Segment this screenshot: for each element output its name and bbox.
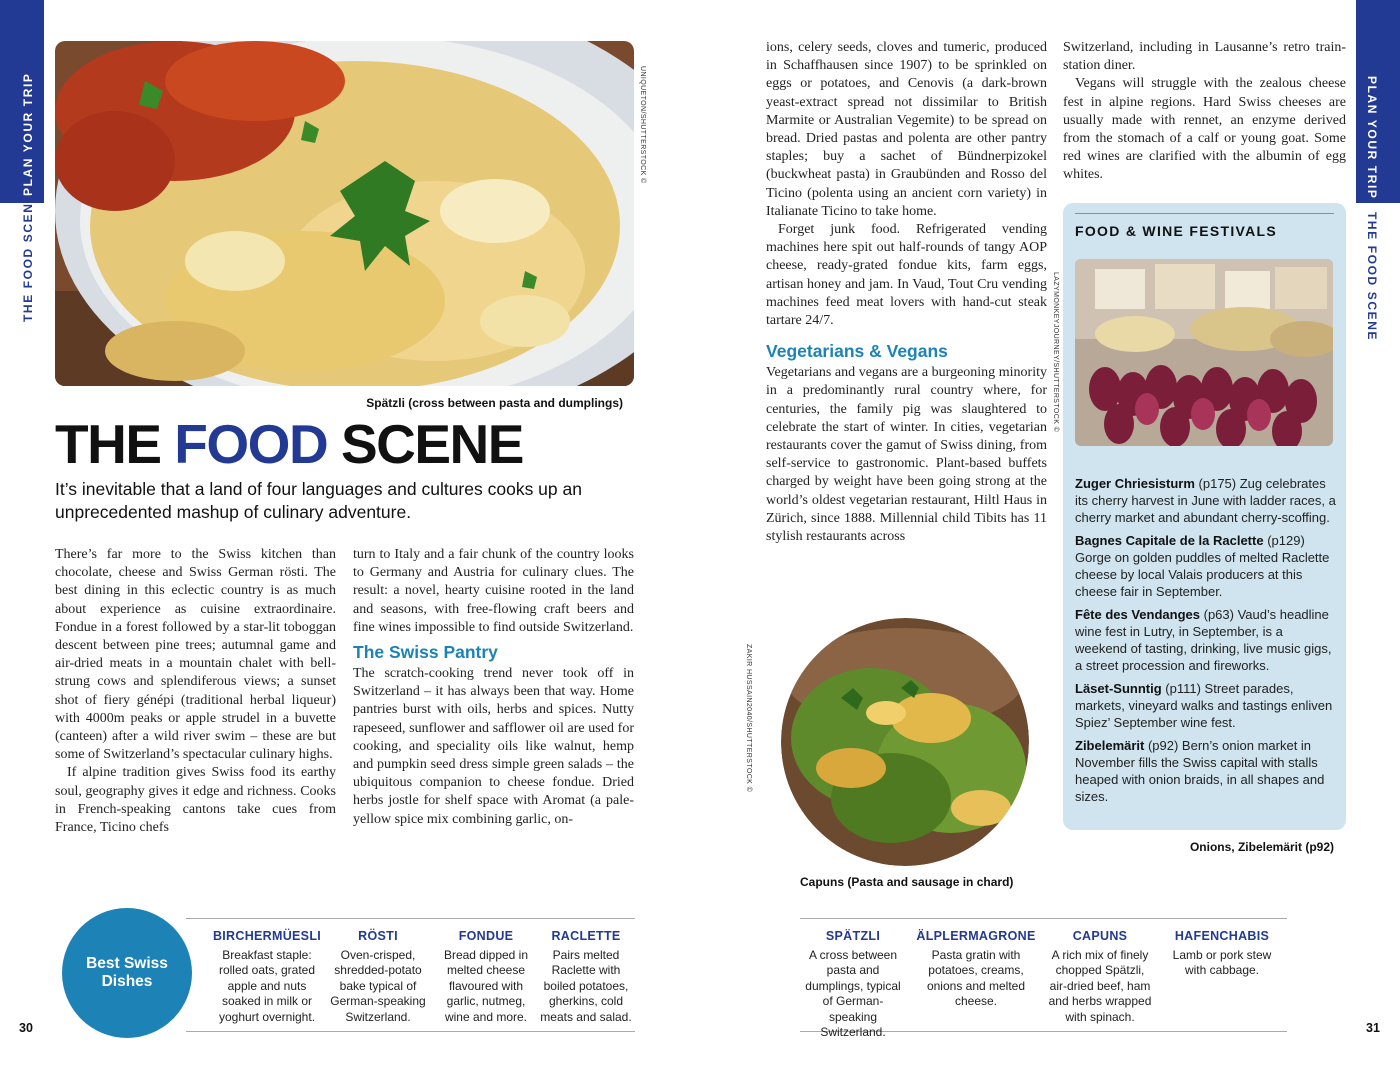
col3-paragraph-2: Forget junk food. Refrigerated vending machines here spit out half-rounds of tangy AOP cheese, ready-grated fondue kits, farm eggs, artisan honey and jam. In Vaud, Tout Cru vending machines feed meat lovers with hand-cut steak tartare 24/7. (766, 222, 1047, 329)
col3-paragraph-1: ions, celery seeds, cloves and tumeric, produced in Schaffhausen since 1907) to be sprinkled on eggs or potatoes, and Cenovis (a dark-brown yeast-extract spread not dissimilar to British Marmite or Australian Vegemite) to be spread on bread. Dried pastas and polenta are other pantry staples; buy a sachet of Bündnerpizokel (buckwheat pasta) in Graubünden and Rosso del Ticino (polenta using an ancient corn variety) in Italianate Ticino to take home. (766, 40, 1047, 219)
right-tab-label: PLAN YOUR TRIP (1365, 76, 1379, 200)
dish-desc: Bread dipped in melted cheese flavoured with garlic, nutmeg, wine and more. (443, 948, 529, 1024)
col3-paragraph-3: Vegetarians and vegans are a burgeoning minority in a predominantly rural country where, for centuries, the family pig was slaughtered to celebrate the start of winter. In cities, vegetarian restaurants cover the gamut of Swiss dining, from self-service to gastronomic. Plant-based buffets charged by weight have been going strong at the world’s oldest vegetarian restaurant, Hiltl Haus in Zürich, since 1888. Millennial child Tibits has 11 stylish restaurants across (766, 365, 1047, 545)
festival-item (1075, 475, 1337, 526)
vegetarians-heading: Vegetarians & Vegans (766, 341, 948, 362)
festival-desc: (p63) Vaud’s headline wine fest in Lutry, in September, is a weekend of tasting, drinking, live music gigs, a street procession and fireworks. (1075, 607, 1332, 673)
capuns-photo (781, 618, 1029, 866)
swiss-pantry-heading: The Swiss Pantry (353, 642, 498, 663)
onions-photo-caption: Onions, Zibelemärit (p92) (1189, 840, 1334, 854)
intro-text: It’s inevitable that a land of four languages and cultures cooks up an unprecedented mashup of culinary adventure. (55, 479, 582, 522)
dish-item (1166, 929, 1278, 979)
body-column-3 (766, 39, 1047, 546)
body-column-1 (55, 546, 336, 837)
page-number-right: 31 (1366, 1021, 1380, 1035)
dish-item (916, 929, 1036, 1010)
festival-item (1075, 606, 1337, 674)
left-tab-label: PLAN YOUR TRIP (21, 72, 35, 196)
festival-name: Fête des Vendanges (1075, 607, 1200, 622)
spatzli-photo (55, 41, 634, 386)
body-column-2 (353, 546, 634, 829)
dish-desc: A cross between pasta and dumplings, typical of German-speaking Switzerland. (805, 948, 901, 1040)
best-dishes-badge (62, 908, 192, 1038)
festival-desc: (p111) Street parades, markets, vineyard walks and tastings enliven Spiez’ September wine fest. (1075, 681, 1333, 730)
dish-desc: Breakfast staple: rolled oats, grated apple and nuts soaked in milk or yoghurt overnight. (218, 948, 316, 1024)
dish-item (800, 929, 906, 1040)
best-dishes-badge-label: Best Swiss Dishes (86, 955, 168, 990)
festival-name: Läset-Sunntig (1075, 681, 1162, 696)
col1-paragraph-1: There’s far more to the Swiss kitchen than chocolate, cheese and Swiss German rösti. The best dining in this eclectic country is as much about experience as cuisine extraordinaire. Fondue in a forest followed by a star-lit toboggan descent between pine trees; autumnal game and air-dried meats in a mountain chalet with bell-strung cows and splendiferous views; a sunset shot of fiery génépi (traditional herbal liqueur) with 4000m peaks or apple strudel in a buvette (canteen) after a wild river swim – these are but some of Switzerland’s spectacular culinary highs. (55, 547, 336, 763)
dish-desc: Pairs melted Raclette with boiled potatoes, gherkins, cold meats and salad. (540, 948, 632, 1024)
dish-desc: Pasta gratin with potatoes, creams, onions and melted cheese. (926, 948, 1026, 1009)
right-section-label: THE FOOD SCENE (1365, 212, 1379, 342)
festival-name: Zibelemärit (1075, 738, 1145, 753)
festival-item (1075, 532, 1337, 600)
right-dishes-bar (800, 918, 1287, 1040)
dish-name: FONDUE (458, 929, 514, 943)
dish-item (538, 929, 634, 1025)
dish-name: HAFENCHABIS (1174, 929, 1270, 943)
col2-paragraph-1: turn to Italy and a fair chunk of the country looks to Germany and Austria for culinary clues. The result: a novel, hearty cuisine rooted in the land and seasons, with free-flowing craft beers and fine wines impossible to find outside Switzerland. (353, 547, 634, 635)
festival-item (1075, 737, 1337, 805)
festival-item (1075, 680, 1337, 731)
spatzli-photo-credit: UNIQUETON/SHUTTERSTOCK © (639, 66, 646, 184)
dish-desc: A rich mix of finely chopped Spätzli, air-dried beef, ham and herbs wrapped with spinach. (1048, 948, 1152, 1024)
body-column-4 (1063, 39, 1346, 185)
title-part-1: THE (55, 413, 161, 475)
festival-name: Zuger Chriesisturm (1075, 476, 1195, 491)
dish-desc: Oven-crisped, shredded-potato bake typical of German-speaking Switzerland. (330, 948, 426, 1024)
dish-name: BIRCHERMÜESLI (212, 929, 322, 943)
dish-name: ÄLPLERMAGRONE (916, 929, 1036, 943)
col4-paragraph-2: Vegans will struggle with the zealous cheese fest in alpine regions. Hard Swiss cheeses are usually made with rennet, an enzyme derived from the stomach of a calf or young goat. Some red wines are clarified with the albumin of egg whites. (1063, 76, 1346, 183)
title-part-3: SCENE (340, 413, 523, 475)
festivals-list (1075, 475, 1337, 811)
dish-item (210, 929, 324, 1025)
sidebar-rule (1075, 213, 1334, 214)
left-section-label: THE FOOD SCENE (21, 192, 35, 322)
col4-paragraph-1: Switzerland, including in Lausanne’s retro train-station diner. (1063, 40, 1346, 74)
festival-desc: (p175) Zug celebrates its cherry harvest in June with ladder races, a cherry market and abundant cherry-scoffing. (1075, 476, 1336, 525)
festival-desc: (p129) Gorge on golden puddles of melted Raclette cheese by local Valais producers at this cheese fair in September. (1075, 533, 1330, 599)
capuns-photo-caption: Capuns (Pasta and sausage in chard) (800, 875, 1014, 889)
title-part-2: FOOD (174, 413, 328, 475)
spatzli-photo-caption: Spätzli (cross between pasta and dumplings) (366, 396, 623, 410)
col1-paragraph-2: If alpine tradition gives Swiss food its earthy soul, geography gives it edge and richness. Cooks in French-speaking cantons take cues from France, Ticino chefs (55, 765, 336, 836)
middle-photo-credit: LAZYMONKEYJOURNEY/SHUTTERSTOCK © (1052, 272, 1059, 433)
left-dishes-bar (186, 918, 635, 1032)
dish-name: RACLETTE (551, 929, 621, 943)
dish-name: CAPUNS (1072, 929, 1128, 943)
dish-name: RÖSTI (358, 929, 398, 943)
dish-name: SPÄTZLI (825, 929, 881, 943)
dish-item (1046, 929, 1154, 1025)
festivals-heading: FOOD & WINE FESTIVALS (1075, 223, 1278, 239)
capuns-photo-credit: ZAKIR HUSSAIN2040/SHUTTERSTOCK © (745, 644, 752, 793)
festival-name: Bagnes Capitale de la Raclette (1075, 533, 1264, 548)
dish-desc: Lamb or pork stew with cabbage. (1172, 948, 1272, 978)
dish-item (326, 929, 430, 1025)
festivals-sidebar (1063, 203, 1346, 830)
col2-paragraph-2: The scratch-cooking trend never took off in Switzerland – it has always been that way. Home pantries burst with oils, herbs and spices. Nutty rapeseed, sunflower and safflower oil are used for cooking, and speciality oils like walnut, hemp and pumpkin seed dress simple green salads – the ubiquitous companion to cheese fondue. Dried herbs jostle for shelf space with Aromat (a pale-yellow spice mix combining garlic, on- (353, 666, 634, 827)
page-title (55, 412, 523, 476)
page-number-left: 30 (19, 1021, 33, 1035)
onions-photo (1075, 259, 1333, 446)
dish-item (436, 929, 536, 1025)
festival-desc: (p92) Bern’s onion market in November fills the Swiss capital with stalls heaped with onion braids, in all shapes and sizes. (1075, 738, 1325, 804)
